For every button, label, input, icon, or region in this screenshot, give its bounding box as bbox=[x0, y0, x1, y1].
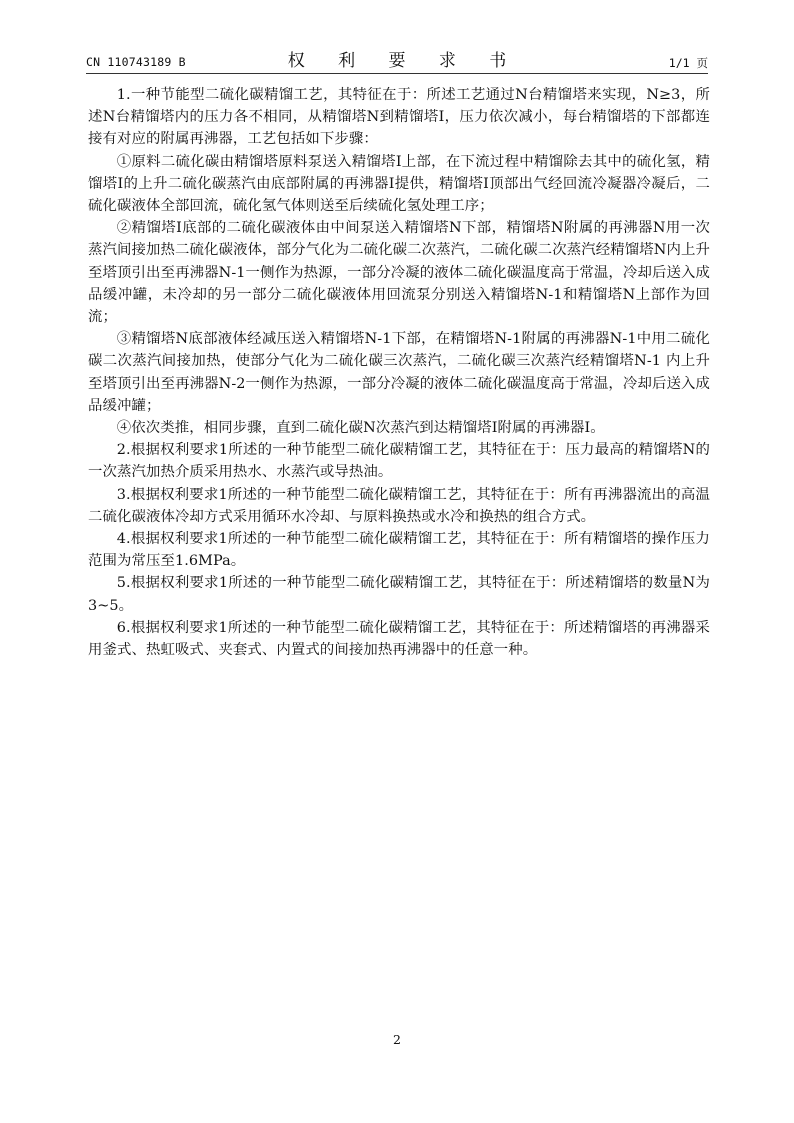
claim-5: 5.根据权利要求1所述的一种节能型二硫化碳精馏工艺，其特征在于：所述精馏塔的数量N为3~5。 bbox=[88, 575, 710, 614]
document-title: 权 利 要 求 书 bbox=[287, 51, 521, 71]
claim-6: 6.根据权利要求1所述的一种节能型二硫化碳精馏工艺，其特征在于：所述精馏塔的再沸器采用釜式、热虹吸式、夹套式、内置式的间接加热再沸器中的任意一种。 bbox=[88, 619, 710, 659]
claim-1: 1.一种节能型二硫化碳精馏工艺，其特征在于：所述工艺通过N台精馏塔来实现，N≥3，所述N台精馏塔内的压力各不相同，从精馏塔N到精馏塔I，压力依次减小，每台精馏塔的下部都连接有对应的附属再沸器，工艺包括如下步骤： bbox=[88, 87, 710, 148]
claims-body bbox=[88, 84, 710, 661]
page-header bbox=[86, 44, 708, 76]
patent-number: CN 110743189 B bbox=[86, 55, 186, 69]
claim-1-step-3: ③精馏塔N底部液体经减压送入精馏塔N-1下部，在精馏塔N-1附属的再沸器N-1中用二硫化碳二次蒸汽间接加热，使部分气化为二硫化碳三次蒸汽，二硫化碳三次蒸汽经精馏塔N-1 内上升至塔顶引出至再沸器N-2一侧作为热源，一部分冷凝的液体二硫化碳温度高于常温，冷却后送入成品缓冲罐； bbox=[88, 331, 710, 414]
claim-4: 4.根据权利要求1所述的一种节能型二硫化碳精馏工艺，其特征在于：所有精馏塔的操作压力范围为常压至1.6MPa。 bbox=[88, 531, 710, 570]
page-count: 1/1 页 bbox=[668, 56, 708, 70]
claim-3: 3.根据权利要求1所述的一种节能型二硫化碳精馏工艺，其特征在于：所有再沸器流出的高温二硫化碳液体冷却方式采用循环水冷却、与原料换热或水冷和换热的组合方式。 bbox=[88, 486, 710, 525]
claim-1-step-1: ①原料二硫化碳由精馏塔原料泵送入精馏塔I上部，在下流过程中精馏除去其中的硫化氢，精馏塔I的上升二硫化碳蒸汽由底部附属的再沸器I提供，精馏塔I顶部出气经回流冷凝器冷凝后，二硫化碳液体全部回流，硫化氢气体则送至后续硫化氢处理工序； bbox=[88, 153, 710, 215]
claim-1-step-2: ②精馏塔I底部的二硫化碳液体由中间泵送入精馏塔N下部，精馏塔N附属的再沸器N用一次蒸汽间接加热二硫化碳液体，部分气化为二硫化碳二次蒸汽，二硫化碳二次蒸汽经精馏塔N内上升至塔顶引出至再沸器N-1一侧作为热源，一部分冷凝的液体二硫化碳温度高于常温，冷却后送入成品缓冲罐，未冷却的另一部分二硫化碳液体用回流泵分别送入精馏塔N-1和精馏塔N上部作为回流； bbox=[88, 220, 710, 326]
claim-2: 2.根据权利要求1所述的一种节能型二硫化碳精馏工艺，其特征在于：压力最高的精馏塔N的一次蒸汽加热介质采用热水、水蒸汽或导热油。 bbox=[88, 442, 710, 481]
header-divider bbox=[86, 73, 708, 74]
claim-1-step-4: ④依次类推，相同步骤，直到二硫化碳N次蒸汽到达精馏塔I附属的再沸器I。 bbox=[116, 420, 605, 437]
page-number: 2 bbox=[393, 1032, 401, 1047]
